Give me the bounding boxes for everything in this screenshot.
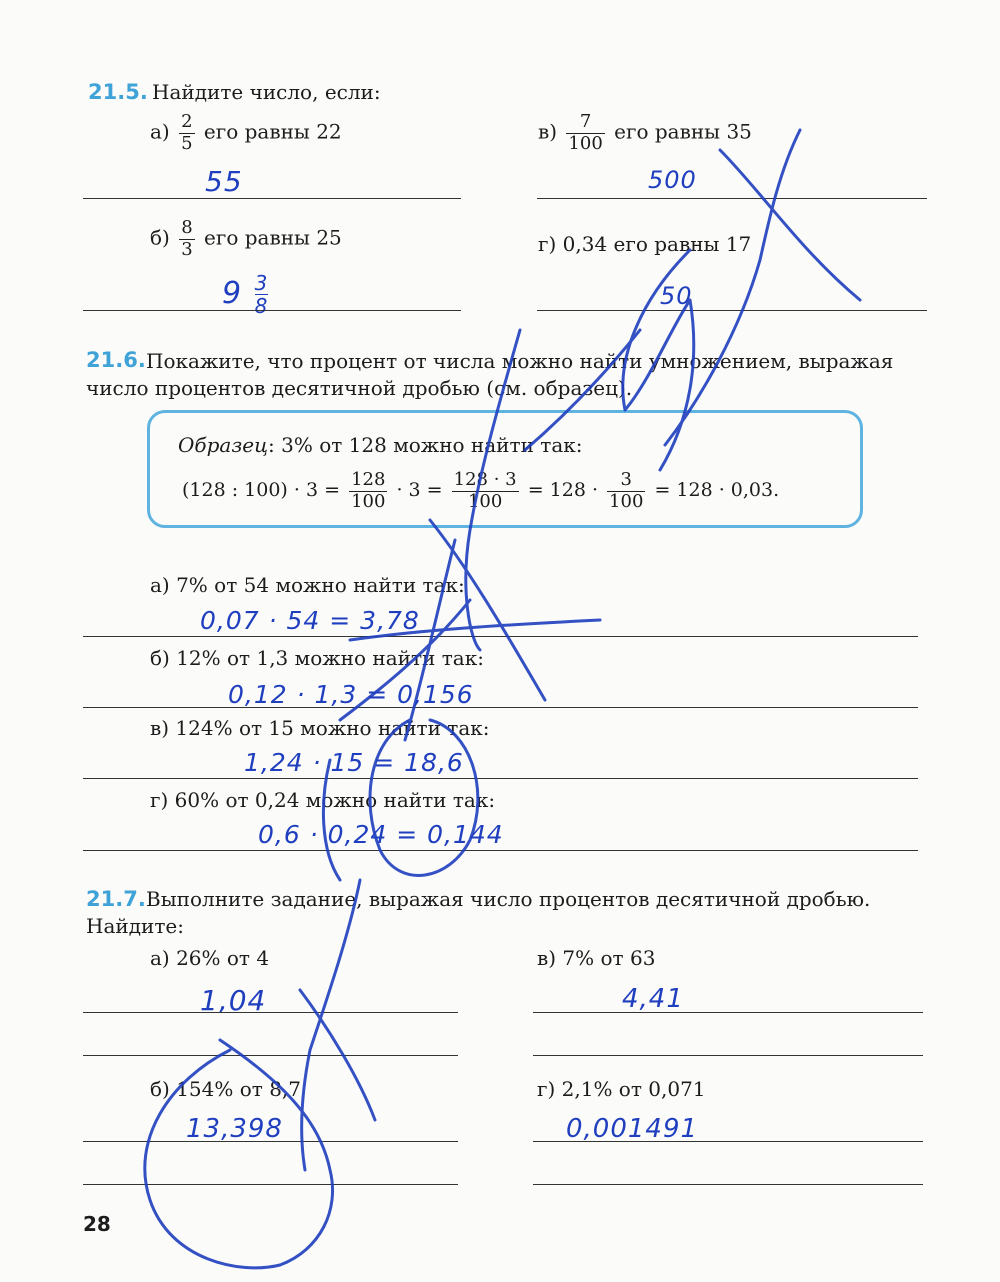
task-number-21-7: 21.7. [86, 887, 146, 911]
answer-line [533, 1184, 923, 1185]
task-21-7-a: а) 26% от 4 [150, 946, 270, 970]
answer-line [83, 778, 918, 779]
scribble-stroke [405, 540, 455, 740]
fraction-numerator: 7 [566, 112, 604, 134]
handwritten-answer: 1,04 [200, 984, 267, 1017]
answer-line [83, 1184, 458, 1185]
task-21-5-a [150, 112, 342, 154]
answer-line [533, 1141, 923, 1142]
equation-part: (128 : 100) · 3 = [182, 479, 341, 502]
answer-line [83, 310, 461, 311]
item-label: а) [150, 119, 170, 144]
sample-equation [182, 470, 779, 512]
answer-whole-part: 9 [222, 276, 243, 311]
item-label: в) [538, 119, 558, 144]
answer-line [83, 1055, 458, 1056]
fraction-denominator: 5 [181, 132, 193, 154]
item-text: 0,34 его равны 17 [562, 232, 752, 256]
answer-line [83, 198, 461, 199]
item-text: его равны 22 [203, 119, 342, 144]
fraction-numerator: 8 [181, 217, 193, 238]
task-21-5-v [538, 112, 752, 154]
task-number-21-5: 21.5. [88, 80, 148, 104]
item-text: его равны 25 [204, 225, 342, 250]
answer-line [83, 707, 918, 708]
answer-line [537, 310, 927, 311]
answer-line [533, 1012, 923, 1013]
answer-line [83, 850, 918, 851]
answer-line [533, 1055, 923, 1056]
answer-line [83, 1012, 458, 1013]
equation-part: = 128 · [527, 479, 598, 502]
fraction-denominator: 100 [351, 490, 386, 512]
task-21-6-g: г) 60% от 0,24 можно найти так: [150, 788, 496, 812]
handwritten-answer: 1,24 · 15 = 18,6 [244, 748, 464, 777]
handwritten-answer: 0,6 · 0,24 = 0,144 [258, 820, 504, 849]
handwritten-answer: 13,398 [186, 1114, 283, 1144]
answer-line [537, 198, 927, 199]
answer-denominator: 8 [254, 294, 269, 318]
handwritten-answer: 0,07 · 54 = 3,78 [200, 606, 420, 635]
fraction-numerator: 2 [181, 111, 193, 132]
handwritten-answer: 55 [205, 165, 243, 198]
scribble-stroke [220, 1040, 333, 1265]
handwritten-answer: 50 [660, 282, 693, 310]
fraction-denominator: 100 [568, 132, 603, 154]
fraction [179, 218, 194, 260]
task-21-5-b [150, 218, 342, 260]
task-21-7-v: в) 7% от 63 [537, 946, 656, 970]
equation-part: = 128 · 0,03. [654, 479, 780, 502]
answer-line [83, 1141, 458, 1142]
fraction [452, 470, 519, 512]
task-title-21-5: Найдите число, если: [152, 80, 381, 104]
sample-text: : 3% от 128 можно найти так: [268, 433, 583, 457]
fraction-denominator: 100 [467, 490, 503, 512]
task-number-21-6: 21.6. [86, 348, 146, 372]
handwritten-answer: 4,41 [622, 984, 684, 1014]
item-label: б) [150, 225, 170, 250]
task-21-6-a: а) 7% от 54 можно найти так: [150, 573, 465, 597]
scribble-stroke [430, 520, 545, 700]
handwritten-answer: 0,12 · 1,3 = 0,156 [228, 680, 474, 709]
task-title-21-6: Покажите, что процент от числа можно найти умножением, выражая число процентов десятичной дробью (см. образец). [86, 349, 894, 400]
task-21-5-g [538, 232, 751, 256]
fraction-denominator: 100 [609, 490, 644, 512]
equation-part: · 3 = [396, 479, 443, 502]
task-21-7-g: г) 2,1% от 0,071 [537, 1077, 706, 1101]
fraction [607, 470, 645, 512]
fraction-numerator: 128 · 3 [453, 469, 517, 490]
fraction-denominator: 3 [181, 238, 193, 260]
handwritten-answer: 500 [648, 166, 697, 194]
task-21-6-b: б) 12% от 1,3 можно найти так: [150, 646, 484, 670]
task-21-7-b: б) 154% от 8,7 [150, 1077, 302, 1101]
fraction-numerator: 128 [351, 469, 386, 490]
fraction [179, 112, 194, 154]
fraction [349, 470, 387, 512]
item-text: его равны 35 [614, 119, 752, 144]
item-label: г) [538, 232, 557, 256]
scribble-stroke [720, 150, 860, 300]
sample-intro [178, 433, 583, 457]
sample-label: Образец [178, 433, 269, 457]
fraction [566, 112, 604, 154]
scribble-stroke [302, 880, 360, 1170]
answer-numerator: 3 [254, 271, 269, 295]
answer-line [83, 636, 918, 637]
task-title-21-7: Выполните задание, выражая число процентов десятичной дробью. [146, 887, 871, 911]
page-number: 28 [83, 1212, 111, 1236]
task-21-6-v: в) 124% от 15 можно найти так: [150, 716, 490, 740]
handwritten-answer: 0,001491 [566, 1114, 699, 1144]
fraction-numerator: 3 [607, 470, 645, 492]
task-subtitle-21-7: Найдите: [86, 914, 184, 938]
